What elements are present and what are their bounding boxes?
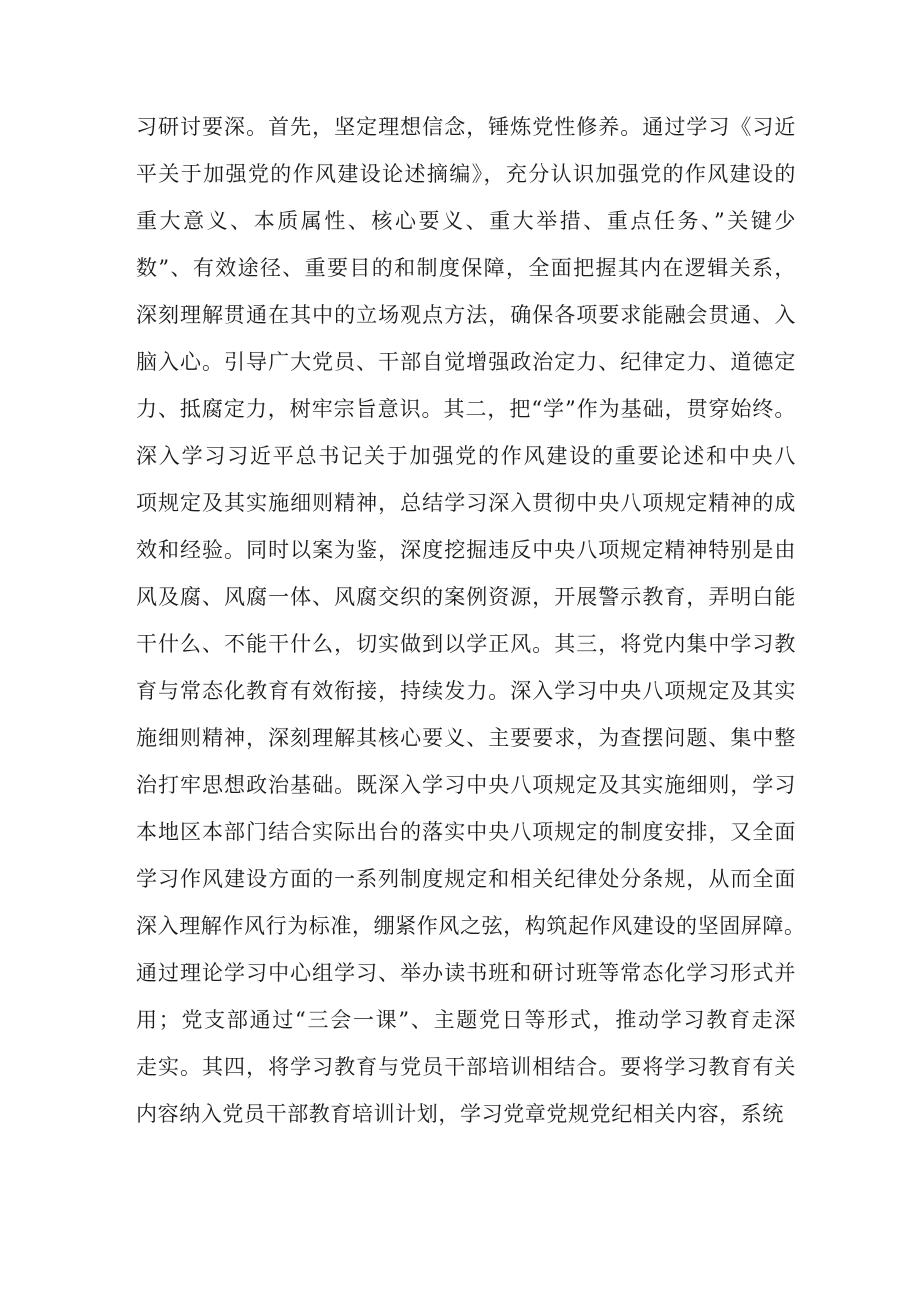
- text-line: 学习作风建设方面的一系列制度规定和相关纪律处分条规，从而全面: [136, 867, 796, 891]
- text-line: 走实。其四，将学习教育与党员干部培训相结合。要将学习教育有关: [136, 1055, 796, 1079]
- text-line: 习研讨要深。首先，坚定理想信念，锤炼党性修养。通过学习《习近: [136, 115, 796, 139]
- text-line: 深入学习习近平总书记关于加强党的作风建设的重要论述和中央八: [136, 444, 796, 468]
- text-line: 项规定及其实施细则精神，总结学习深入贯彻中央八项规定精神的成: [136, 491, 796, 515]
- text-line: 力、抵腐定力，树牢宗旨意识。其二，把“学”作为基础，贯穿始终。: [136, 397, 796, 421]
- text-line: 施细则精神，深刻理解其核心要义、主要要求，为查摆问题、集中整: [136, 726, 796, 750]
- text-line: 育与常态化教育有效衔接，持续发力。深入学习中央八项规定及其实: [136, 679, 796, 703]
- text-line: 脑入心。引导广大党员、干部自觉增强政治定力、纪律定力、道德定: [136, 350, 796, 374]
- text-line: 平关于加强党的作风建设论述摘编》，充分认识加强党的作风建设的: [136, 162, 796, 186]
- text-line: 干什么、不能干什么，切实做到以学正风。其三，将党内集中学习教: [136, 632, 796, 656]
- text-line: 深刻理解贯通在其中的立场观点方法，确保各项要求能融会贯通、入: [136, 303, 796, 327]
- text-line: 风及腐、风腐一体、风腐交织的案例资源，开展警示教育，弄明白能: [136, 585, 796, 609]
- body-text: [136, 104, 806, 1138]
- text-line: 数”、有效途径、重要目的和制度保障，全面把握其内在逻辑关系，: [136, 256, 796, 280]
- text-line: 本地区本部门结合实际出台的落实中央八项规定的制度安排，又全面: [136, 820, 796, 844]
- text-line: 治打牢思想政治基础。既深入学习中央八项规定及其实施细则，学习: [136, 773, 796, 797]
- text-line: 用；党支部通过“三会一课”、主题党日等形式，推动学习教育走深: [136, 1008, 796, 1032]
- text-line: 深入理解作风行为标准，绷紧作风之弦，构筑起作风建设的坚固屏障。: [136, 914, 806, 938]
- text-line: 效和经验。同时以案为鉴，深度挖掘违反中央八项规定精神特别是由: [136, 538, 796, 562]
- text-line: 通过理论学习中心组学习、举办读书班和研讨班等常态化学习形式并: [136, 961, 796, 985]
- text-line: 内容纳入党员干部教育培训计划，学习党章党规党纪相关内容，系统: [136, 1102, 784, 1126]
- text-line: 重大意义、本质属性、核心要义、重大举措、重点任务、”关键少: [136, 209, 796, 233]
